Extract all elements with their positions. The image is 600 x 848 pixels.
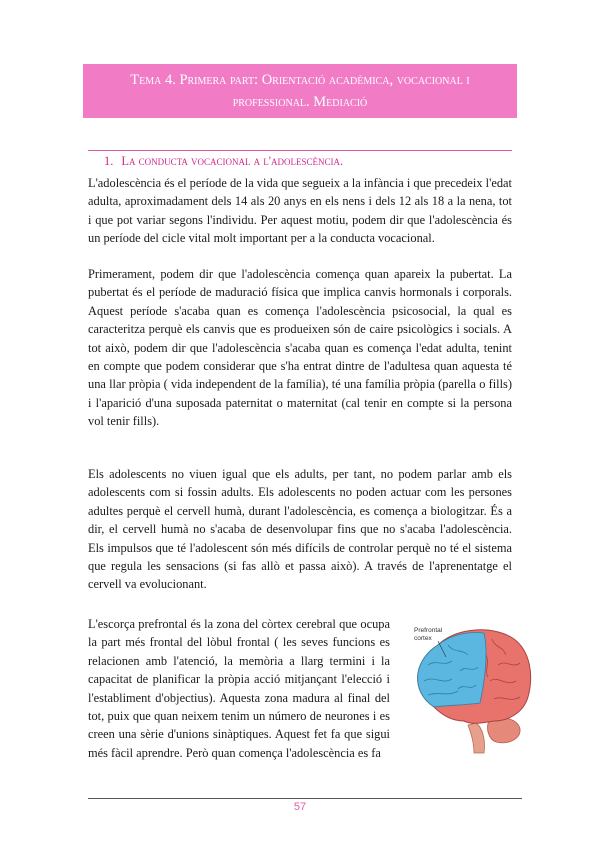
brain-figure	[398, 615, 536, 755]
chapter-header	[83, 64, 517, 118]
section-divider	[88, 150, 512, 151]
chapter-title: Tema 4. Primera part: Orientació acadèmica, vocacional i professional. Mediació	[130, 72, 470, 110]
paragraph-2: Primerament, podem dir que l'adolescència comença quan apareix la pubertat. La pubertat és el període de maduració física que implica canvis hormonals i corporals. Aquest període s'acaba quan es comença l'adolescència psicosocial, la qual es caracteritza perquè els canvis que es produeixen són de caire psicològics i socials. A tot això, podem dir que l'adolescència s'acaba quan es comença l'edat adulta, tenint en compte que podem considerar que s'ha entrat dintre de l'adultesa quan aquesta té una llar pròpia ( vida independent de la família), té una família pròpia (parella o fills) i l'aparició d'una suposada paternitat o maternitat (cal tenir en compte si la persona vol tenir fills).	[88, 267, 512, 429]
paragraph-1: L'adolescència és el període de la vida que segueix a la infància i que precedeix l'edat adulta, aproximadament dels 14 als 20 anys en els nens i dels 12 als 18 a la nena, tot i que pot variar segons l'individu. Per aquest motiu, podem dir que l'adolescència és un període del cicle vital molt important per a la conducta vocacional.	[88, 176, 512, 246]
page-number: 57	[293, 801, 307, 813]
section-number: 1.	[104, 154, 114, 168]
section-heading	[104, 152, 343, 170]
paragraph-3: Els adolescents no viuen igual que els adults, per tant, no podem parlar amb els adolescents com si fossin adults. Els adolescents no poden actuar com les persones adultes perquè el cervell humà, durant l'adolescència, es comença a biologitzar. És a dir, el cervell humà no s'acaba de desenvolupar fins que no s'acaba l'adolescència. Els impulsos que té l'adolescent són més difícils de controlar perquè no té el sistema que regula les sensacions (si fas allò et passa això). A través de l'aprenentatge el cervell va evolucionant.	[88, 467, 512, 592]
figure-label: Prefrontal cortex	[414, 627, 443, 642]
section-title: La conducta vocacional a l'adolescència.	[121, 154, 344, 168]
footer-divider	[88, 798, 522, 799]
paragraph-4: L'escorça prefrontal és la zona del còrtex cerebral que ocupa la part més frontal del lòbul frontal ( les seves funcions es relacionen amb l'atenció, la memòria a llarg termini i la capacitat de planificar la pròpia acció mitjançant l'elecció i l'establiment d'objectius). Aquesta zona madura al final del tot, puix que quan neixem tenim un número de neurones i es creen una sèrie d'unions sinàptiques. Aquest fet fa que sigui més fàcil aprendre. Però quan comença l'adolescència es fa	[88, 617, 390, 760]
